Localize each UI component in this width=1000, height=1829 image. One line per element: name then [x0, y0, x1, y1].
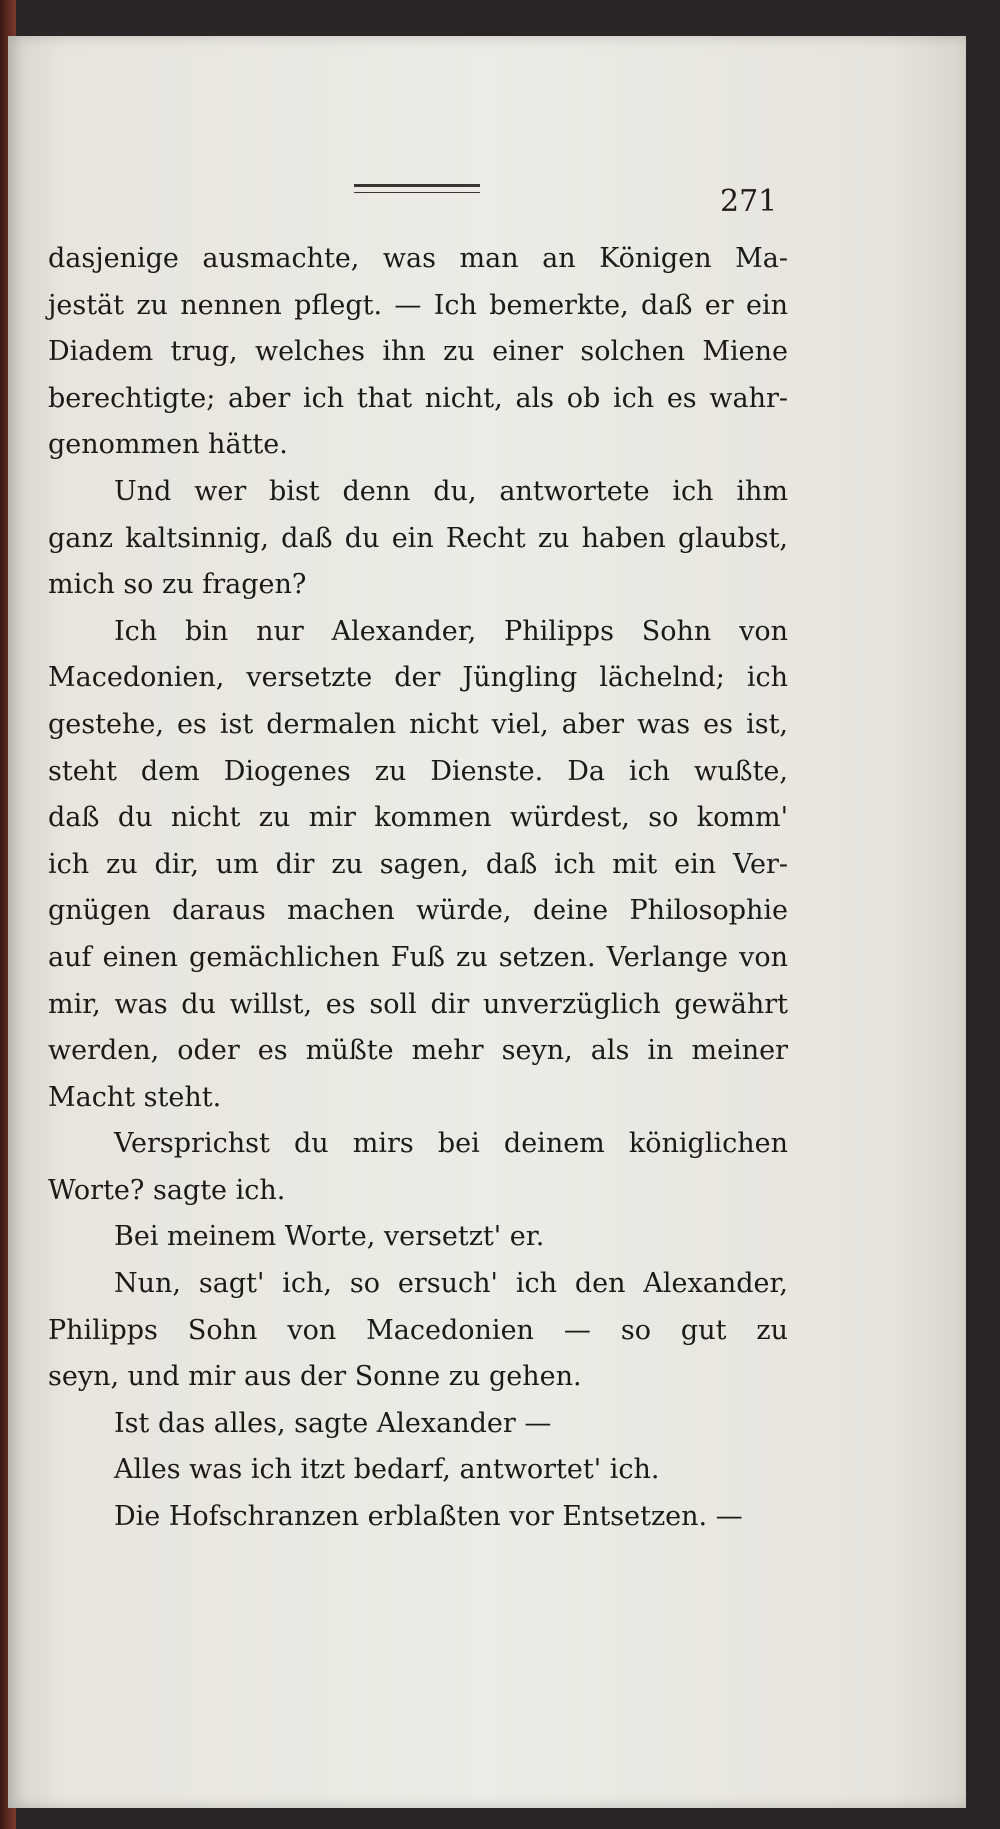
- body-text: [48, 236, 788, 1541]
- text-line: Philipps Sohn von Macedonien — so gut zu: [48, 1314, 788, 1346]
- text-line: berechtigte; aber ich that nicht, als ob ich es wahr-: [48, 382, 788, 414]
- paragraph-start-line: Und wer bist denn du, antwortete ich ihm: [114, 475, 788, 507]
- paragraph-start-line: Ist das alles, sagte Alexander —: [114, 1407, 552, 1439]
- text-line: auf einen gemächlichen Fuß zu setzen. Verlange von: [48, 941, 788, 973]
- text-line: ganz kaltsinnig, daß du ein Recht zu haben glaubst,: [48, 522, 788, 554]
- text-line: werden, oder es müßte mehr seyn, als in meiner: [48, 1035, 788, 1067]
- header-rule: [354, 184, 480, 193]
- paragraph-start-line: Versprichst du mirs bei deinem königlichen: [114, 1128, 788, 1160]
- paragraph-start-line: Nun, sagt' ich, so ersuch' ich den Alexander,: [114, 1268, 788, 1300]
- paragraph-start-line: Die Hofschranzen erblaßten vor Entsetzen. —: [114, 1501, 743, 1533]
- text-line: Macht steht.: [48, 1081, 222, 1113]
- text-line: daß du nicht zu mir kommen würdest, so komm': [48, 802, 788, 834]
- text-line: ich zu dir, um dir zu sagen, daß ich mit ein Ver-: [48, 848, 788, 880]
- text-line: gestehe, es ist dermalen nicht viel, aber was es ist,: [48, 708, 788, 740]
- text-line: seyn, und mir aus der Sonne zu gehen.: [48, 1361, 582, 1393]
- paragraph-start-line: Bei meinem Worte, versetzt' er.: [114, 1221, 545, 1253]
- text-line: genommen hätte.: [48, 429, 288, 461]
- text-line: mir, was du willst, es soll dir unverzüglich gewährt: [48, 988, 788, 1020]
- book-page: [8, 36, 966, 1808]
- text-line: Diadem trug, welches ihn zu einer solchen Miene: [48, 336, 788, 368]
- text-line: Worte? sagte ich.: [48, 1174, 286, 1206]
- text-line: gnügen daraus machen würde, deine Philosophie: [48, 895, 788, 927]
- text-line: Macedonien, versetzte der Jüngling lächelnd; ich: [48, 662, 788, 694]
- text-line: jestät zu nennen pflegt. — Ich bemerkte, daß er ein: [48, 289, 788, 321]
- page-number: 271: [720, 184, 778, 219]
- paragraph-start-line: Ich bin nur Alexander, Philipps Sohn von: [114, 615, 788, 647]
- text-line: mich so zu fragen?: [48, 569, 307, 601]
- text-line: steht dem Diogenes zu Dienste. Da ich wußte,: [48, 755, 788, 787]
- text-line: dasjenige ausmachte, was man an Königen Ma-: [48, 243, 788, 274]
- paragraph-start-line: Alles was ich itzt bedarf, antwortet' ich.: [114, 1454, 660, 1486]
